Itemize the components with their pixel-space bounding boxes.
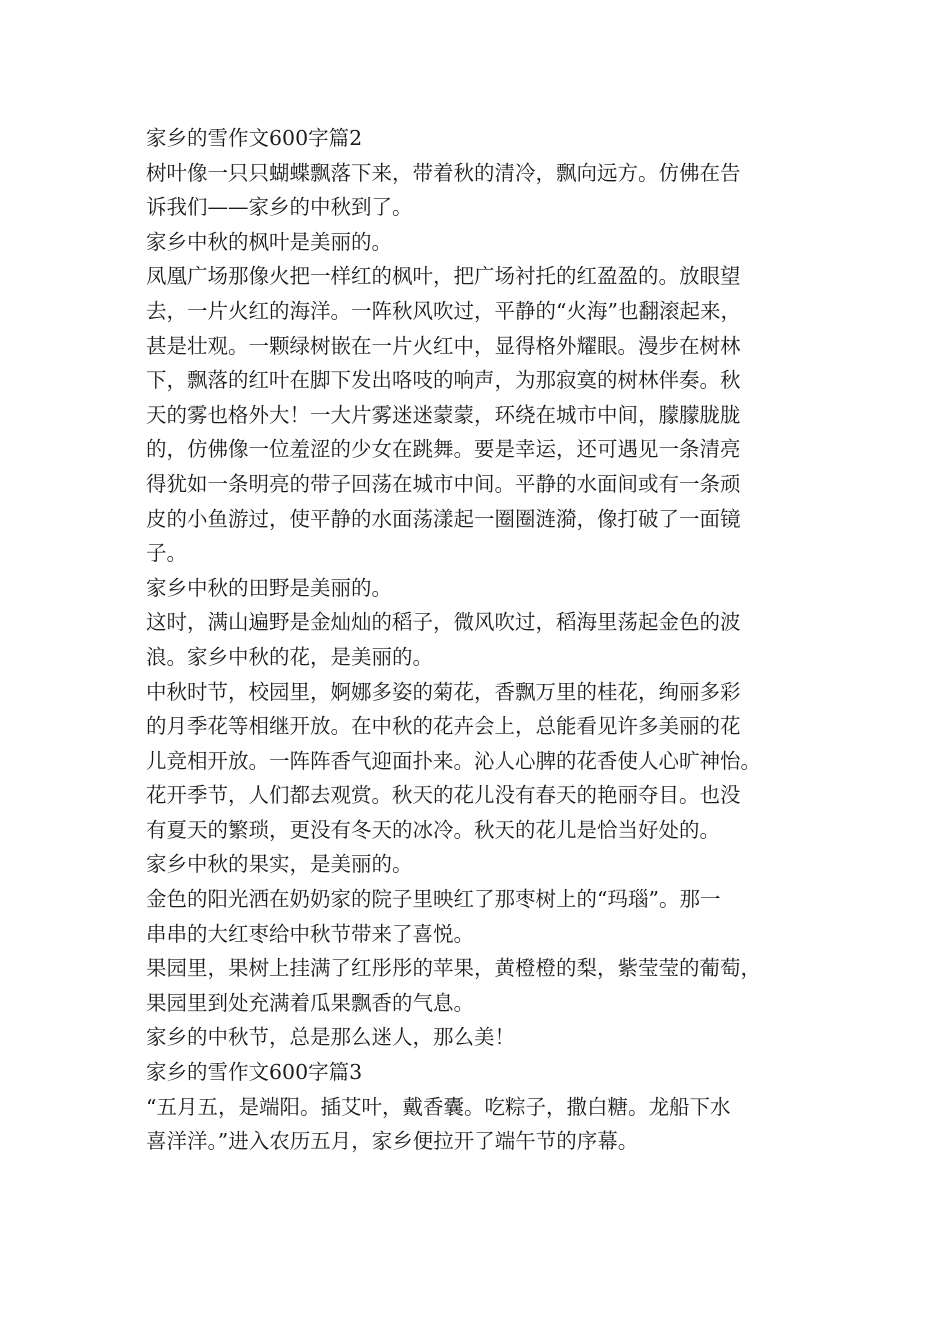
text-line: 得犹如一条明亮的带子回荡在城市中间。平静的水面间或有一条顽 bbox=[146, 471, 741, 496]
text-line: 金色的阳光洒在奶奶家的院子里映红了那枣树上的“玛瑙”。那一 bbox=[146, 887, 721, 912]
text-line: 家乡中秋的果实，是美丽的。 bbox=[146, 852, 413, 877]
text-line: 天的雾也格外大！一大片雾迷迷蒙蒙，环绕在城市中间，朦朦胧胧 bbox=[146, 402, 741, 427]
text-line: 浪。家乡中秋的花，是美丽的。 bbox=[146, 644, 433, 669]
text-line: 中秋时节，校园里，婀娜多姿的菊花，香飘万里的桂花，绚丽多彩 bbox=[146, 679, 741, 704]
text-line: 家乡的中秋节，总是那么迷人，那么美！ bbox=[146, 1025, 515, 1050]
text-line: 家乡中秋的枫叶是美丽的。 bbox=[146, 229, 392, 254]
text-line: 去，一片火红的海洋。一阵秋风吹过，平静的“火海”也翻滚起来， bbox=[146, 298, 741, 323]
text-line: 串串的大红枣给中秋节带来了喜悦。 bbox=[146, 921, 474, 946]
text-line: 的月季花等相继开放。在中秋的花卉会上，总能看见许多美丽的花 bbox=[146, 714, 741, 739]
text-line: 下，飘落的红叶在脚下发出咯吱的响声，为那寂寞的树林伴奏。秋 bbox=[146, 368, 741, 393]
section-heading-2: 家乡的雪作文600字篇2 bbox=[146, 126, 363, 150]
text-line: 凤凰广场那像火把一样红的枫叶，把广场衬托的红盈盈的。放眼望 bbox=[146, 264, 741, 289]
text-line: 诉我们——家乡的中秋到了。 bbox=[146, 195, 413, 220]
text-line: 果园里，果树上挂满了红彤彤的苹果，黄橙橙的梨，紫莹莹的葡萄， bbox=[146, 956, 761, 981]
document-body bbox=[146, 121, 826, 1159]
text-line: 这时，满山遍野是金灿灿的稻子，微风吹过，稻海里荡起金色的波 bbox=[146, 610, 741, 635]
text-line: 的，仿佛像一位羞涩的少女在跳舞。要是幸运，还可遇见一条清亮 bbox=[146, 437, 741, 462]
text-line: “五月五，是端阳。插艾叶，戴香囊。吃粽子，撒白糖。龙船下水 bbox=[146, 1094, 731, 1119]
text-line: 喜洋洋。”进入农历五月，家乡便拉开了端午节的序幕。 bbox=[146, 1129, 639, 1154]
text-line: 儿竞相开放。一阵阵香气迎面扑来。沁人心脾的花香使人心旷神怡。 bbox=[146, 748, 761, 773]
text-line: 果园里到处充满着瓜果飘香的气息。 bbox=[146, 990, 474, 1015]
text-line: 皮的小鱼游过，使平静的水面荡漾起一圈圈涟漪，像打破了一面镜 bbox=[146, 506, 741, 531]
section-heading-3: 家乡的雪作文600字篇3 bbox=[146, 1060, 363, 1085]
text-line: 家乡中秋的田野是美丽的。 bbox=[146, 575, 392, 600]
text-line: 花开季节，人们都去观赏。秋天的花儿没有春天的艳丽夺目。也没 bbox=[146, 783, 741, 808]
text-line: 树叶像一只只蝴蝶飘落下来，带着秋的清冷，飘向远方。仿佛在告 bbox=[146, 160, 741, 185]
text-line: 子。 bbox=[146, 541, 187, 566]
text-line: 甚是壮观。一颗绿树嵌在一片火红中，显得格外耀眼。漫步在树林 bbox=[146, 333, 741, 358]
text-line: 有夏天的繁琐，更没有冬天的冰冷。秋天的花儿是恰当好处的。 bbox=[146, 817, 720, 842]
